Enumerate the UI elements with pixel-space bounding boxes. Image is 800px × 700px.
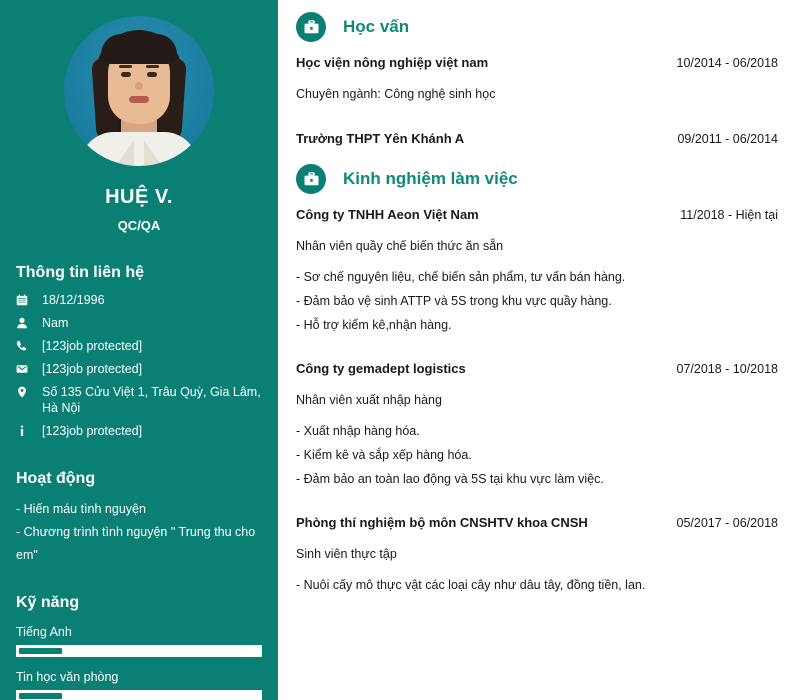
education-school-name: Trường THPT Yên Khánh A <box>296 131 465 146</box>
responsibility-item: - Đảm bảo an toàn lao động và 5S tại khu vực làm việc. <box>296 472 604 486</box>
phone-icon <box>16 338 36 354</box>
education-major: Chuyên ngành: Công nghệ sinh học <box>296 87 496 101</box>
experience-position: Nhân viên quầy chế biến thức ăn sẵn <box>296 239 504 253</box>
briefcase-icon <box>296 12 326 42</box>
avatar-nose <box>135 82 143 90</box>
contact-item-email <box>16 361 262 377</box>
skill-bar-english <box>16 645 262 657</box>
entry-header <box>296 130 778 148</box>
education-entry <box>296 130 778 148</box>
experience-date-range: 07/2018 - 10/2018 <box>676 362 778 376</box>
candidate-role: QC/QA <box>117 218 161 233</box>
main-content <box>278 0 800 700</box>
entry-header <box>296 514 778 532</box>
experience-entry <box>296 206 778 337</box>
responsibility-item: - Nuôi cấy mô thực vật các loại cây như dâu tây, đồng tiền, lan. <box>296 578 646 592</box>
avatar <box>64 16 214 166</box>
skill-bar-fill <box>19 693 62 699</box>
avatar-fringe <box>101 34 177 64</box>
skill-bar-fill <box>19 648 62 654</box>
entry-header <box>296 54 778 72</box>
avatar-shirt <box>80 132 198 166</box>
avatar-brow-right <box>146 65 159 68</box>
experience-position: Sinh viên thực tập <box>296 547 397 561</box>
experience-section-title: Kinh nghiệm làm việc <box>343 169 518 188</box>
briefcase-icon <box>296 164 326 194</box>
contact-item-phone <box>16 338 262 354</box>
sidebar <box>0 0 278 700</box>
responsibility-item: - Kiểm kê và sắp xếp hàng hóa. <box>296 448 472 462</box>
responsibility-item: - Đảm bảo vệ sinh ATTP và 5S trong khu vực quầy hàng. <box>296 294 612 308</box>
contact-value-phone: [123job protected] <box>42 339 143 353</box>
experience-responsibilities <box>296 573 778 597</box>
experience-responsibilities <box>296 265 778 337</box>
avatar-mouth <box>129 96 149 103</box>
experience-company-name: Phòng thí nghiệm bộ môn CNSHTV khoa CNSH <box>296 515 588 530</box>
activity-item: - Hiến máu tình nguyện <box>16 502 146 516</box>
contact-item-gender <box>16 315 262 331</box>
experience-entry <box>296 360 778 491</box>
contact-value-info: [123job protected] <box>42 424 143 438</box>
avatar-eye-right <box>147 72 157 77</box>
contact-list <box>16 292 262 439</box>
contact-item-info <box>16 423 262 439</box>
avatar-eye-left <box>121 72 131 77</box>
candidate-name: HUỆ V. <box>105 186 173 208</box>
education-section-title: Học vấn <box>343 17 410 36</box>
contact-item-birthdate <box>16 292 262 308</box>
education-date-range: 09/2011 - 06/2014 <box>677 132 778 146</box>
person-icon <box>16 315 36 331</box>
contact-item-address <box>16 384 262 416</box>
spacer <box>296 340 778 360</box>
spacer <box>296 106 778 130</box>
education-date-range: 10/2014 - 06/2018 <box>676 56 778 70</box>
contact-section-title: Thông tin liên hệ <box>16 264 144 281</box>
education-entry <box>296 54 778 103</box>
skill-label-office: Tin học văn phòng <box>16 670 119 684</box>
location-pin-icon <box>16 384 36 400</box>
experience-company-name: Công ty gemadept logistics <box>296 361 466 376</box>
avatar-collar-right <box>144 140 162 166</box>
experience-company-name: Công ty TNHH Aeon Việt Nam <box>296 207 479 222</box>
contact-value-address: Số 135 Cửu Việt 1, Trâu Quỳ, Gia Lâm, Hà Nội <box>42 385 261 415</box>
contact-value-gender: Nam <box>42 316 69 330</box>
skill-bar-office <box>16 690 262 700</box>
responsibility-item: - Sơ chế nguyên liệu, chế biến sản phẩm, tư vấn bán hàng. <box>296 270 626 284</box>
contact-value-birthdate: 18/12/1996 <box>42 293 105 307</box>
experience-position: Nhân viên xuất nhập hàng <box>296 393 442 407</box>
calendar-icon <box>16 292 36 308</box>
responsibility-item: - Xuất nhập hàng hóa. <box>296 424 420 438</box>
experience-date-range: 05/2017 - 06/2018 <box>676 516 778 530</box>
experience-section-header <box>296 164 778 194</box>
responsibility-item: - Hỗ trợ kiểm kê,nhận hàng. <box>296 318 452 332</box>
education-school-name: Học viện nông nghiệp việt nam <box>296 55 489 70</box>
info-icon <box>16 423 36 439</box>
activity-item: - Chương trình tình nguyện " Trung thu cho em" <box>16 525 256 562</box>
experience-responsibilities <box>296 419 778 491</box>
activities-section-title: Hoạt động <box>16 470 96 487</box>
avatar-container <box>16 16 262 166</box>
experience-date-range: 11/2018 - Hiện tại <box>680 208 778 222</box>
avatar-brow-left <box>119 65 132 68</box>
contact-value-email: [123job protected] <box>42 362 143 376</box>
education-section-header <box>296 12 778 42</box>
skill-label-english: Tiếng Anh <box>16 625 72 639</box>
experience-entry <box>296 514 778 597</box>
spacer <box>296 494 778 514</box>
entry-header <box>296 360 778 378</box>
avatar-collar-left <box>116 140 134 166</box>
entry-header <box>296 206 778 224</box>
envelope-icon <box>16 361 36 377</box>
skills-section-title: Kỹ năng <box>16 594 80 611</box>
